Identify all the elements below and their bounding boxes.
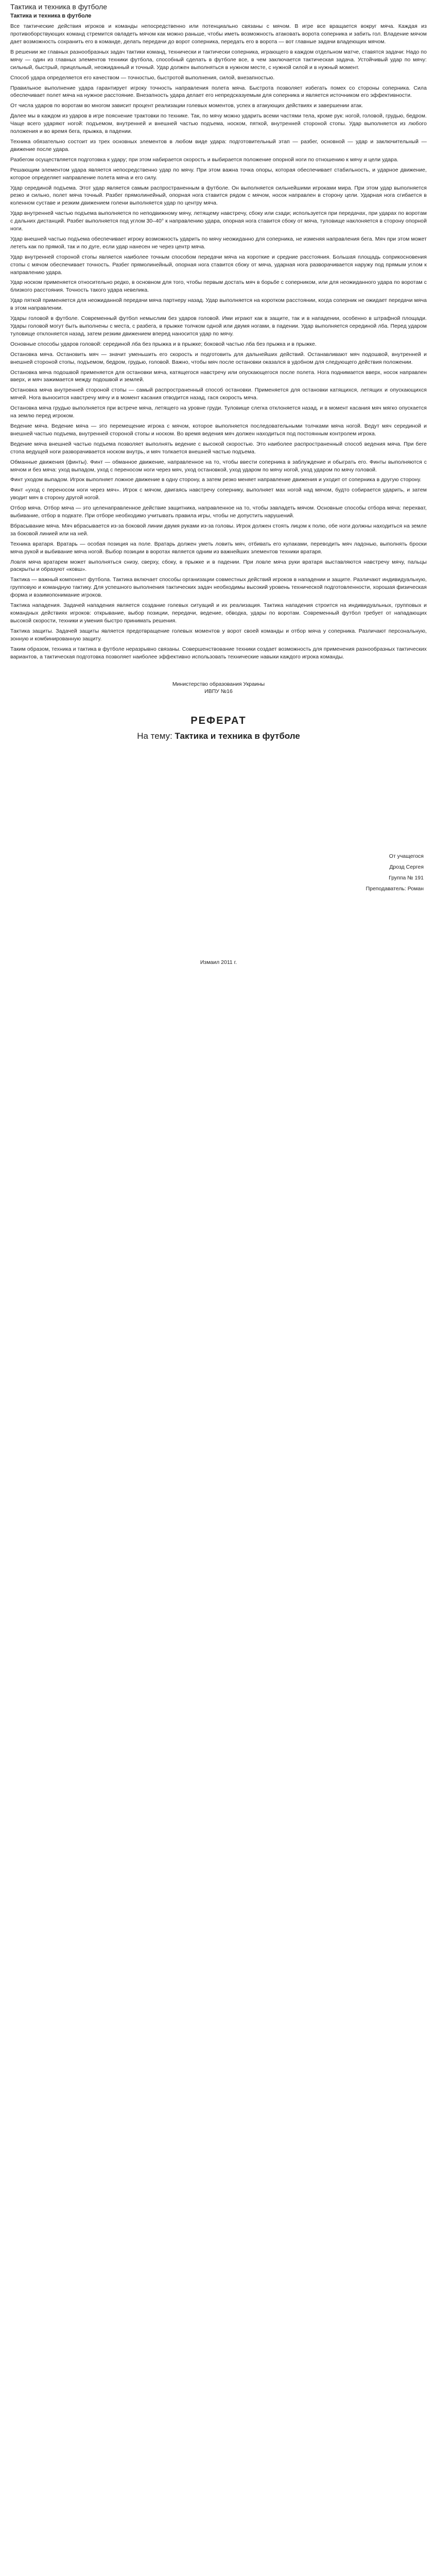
- paragraph: Удар носком применяется относительно редко, в основном для того, чтобы первым достать мяч в борьбе с соперником, или для неожиданного удара по воротам с близкого расстояния. Точность такого удара невелика.: [10, 279, 427, 294]
- paragraph: Основные способы ударов головой: серединой лба без прыжка и в прыжке; боковой частью лба без прыжка и в прыжке.: [10, 341, 317, 347]
- city-year: Измаил 2011 г.: [200, 959, 237, 966]
- document-page: [0, 0, 436, 1011]
- paragraph: Остановка мяча. Остановить мяч — значит уменьшить его скорость и подготовить для дальнейших действий. Останавливают мяч подошвой, внутренней и внешней стороной стопы, подъемом, бедром, грудью, головой. Важно, чтобы мяч после остановки оказался в удобном для следующего действия положении.: [10, 351, 427, 365]
- paragraph: Решающим элементом удара является непосредственно удар по мячу. При этом важна точка опоры, которая обеспечивает стабильность, и ударное движение, которое определяет направление полета мяча и его силу.: [10, 166, 427, 181]
- title-page: [10, 681, 427, 1011]
- referat-heading: РЕФЕРАТ: [190, 715, 247, 727]
- teacher-name: Преподаватель: Роман: [365, 886, 424, 892]
- paragraph: Техника вратаря. Вратарь — особая позиция на поле. Вратарь должен уметь ловить мяч, отбивать его кулаками, переводить мяч ладонью, выполнять броски мяча рукой и выбивание мяча ногой. Выбор позиции в воротах является одним из важнейших элементов техники вратаря.: [10, 540, 427, 555]
- group-number: Группа № 191: [389, 875, 424, 882]
- paragraph: Вбрасывание мяча. Мяч вбрасывается из-за боковой линии двумя руками из-за головы. Игрок должен стоять лицом к полю, обе ноги должны находиться на земле за боковой линией или на ней.: [10, 522, 427, 537]
- paragraph: Удар внутренней стороной стопы является наиболее точным способом передачи мяча на короткие и средние расстояния. Большая площадь соприкосновения стопы с мячом обеспечивает точность. Разбег прямолинейный, опорная нога ставится сбоку от мяча, ударная нога разворачивается наружу под прямым углом к направлению удара.: [10, 253, 427, 276]
- paragraph: Удар серединой подъема. Этот удар является самым распространенным в футболе. Он выполняется сильнейшими игроками мира. При этом удар выполняется резко и сильно, полет мяча точный. Разбег прямолинейный, опорная нога ставится рядом с мячом, носок направлен в сторону цели. Ударная нога сгибается в коленном суставе и резким движением голени выполняется удар по центру мяча.: [10, 184, 427, 207]
- paragraph: Правильное выполнение удара гарантирует игроку точность направления полета мяча. Быстрота позволяет избегать помех со стороны соперника. Сила обеспечивает полет мяча на нужное расстояние. Внезапность удара делает его непредсказуемым для соперника и является источником его эффективности.: [10, 84, 427, 99]
- article-body: [10, 23, 427, 660]
- paragraph: От числа ударов по воротам во многом зависит процент реализации голевых моментов, успех в атакующих действиях и завершении атак.: [10, 103, 363, 109]
- paragraph: Остановка мяча внутренней стороной стопы — самый распространенный способ остановки. Применяется для остановки катящихся, летящих и опускающихся мячей. Нога выносится навстречу мячу и в момент касания отводится назад, гася скорость мяча.: [10, 387, 427, 401]
- paragraph: Техника обязательно состоит из трех основных элементов в любом виде удара: подготовительный этап — разбег, основной — удар и заключительный — движение после удара.: [10, 138, 427, 152]
- topic-title: Тактика и техника в футболе: [175, 731, 300, 741]
- paragraph: Ловля мяча вратарем может выполняться снизу, сверху, сбоку, в прыжке и в падении. При ловле мяча руки вратаря выставляются навстречу мячу, пальцы раскрыты и образуют «ковш».: [10, 558, 427, 573]
- paragraph: Далее мы в каждом из ударов в игре пояснение трактовки по технике. Так, по мячу можно ударить всеми частями тела, кроме рук: ногой, головой, грудью, бедром. Чаще всего ударяют ногой: подъемом, внутренней и внешней частью подъема, носком, пяткой, внутренней стороной стопы. Удар выполняется из любого положения и во время бега, прыжка, в падении.: [10, 113, 427, 135]
- document-subtitle: Тактика и техника в футболе: [10, 12, 92, 19]
- paragraph: Тактика нападения. Задачей нападения является создание голевых ситуаций и их реализация. Тактика нападения строится на индивидуальных, групповых и командных действиях игроков: открывание, выбор позиции, передачи, ведение, обводка, удары по воротам. Современный футбол требует от нападающих высокой скорости, техники и умения быстро принимать решения.: [10, 602, 427, 624]
- referat-topic: [10, 731, 427, 741]
- paragraph: Удар внешней частью подъема обеспечивает игроку возможность ударить по мячу неожиданно для соперника, не изменяя направления бега. Мяч при этом может лететь как по прямой, так и по дуге, если удар нанесен не через центр мяча.: [10, 235, 427, 250]
- paragraph: Таким образом, техника и тактика в футболе неразрывно связаны. Совершенствование техники создает возможность для применения разнообразных тактических вариантов, а тактическая подготовка позволяет наиболее эффективно использовать технические навыки каждого игрока команды.: [10, 646, 427, 660]
- document-title: Тактика и техника в футболе: [10, 3, 107, 11]
- paragraph: Удар внутренней частью подъема выполняется по неподвижному мячу, летящему навстречу, сбоку или сзади; используется при передачах, при ударах по воротам с дальних дистанций. Разбег выполняется под углом 30–40° к направлению удара, опорная нога ставится сбоку от мяча, туловище наклоняется в сторону опорной ноги.: [10, 210, 427, 232]
- topic-prefix: На тему:: [137, 731, 172, 741]
- paragraph: В решении же главных разнообразных задач тактики команд, технически и тактически соперника, играющего в каждом отдельном матче, ставятся задачи: Надо по мячу — один из главных элементов техники футбола, способный сделать в футболе все, в чем заключается тактическая задача. Устойчивый удар по мячу: сильный, быстрый, прицельный, неожиданный и точный. Удар должен выполняться в нужном месте, с нужной силой и в нужный момент.: [10, 48, 427, 71]
- paragraph: Удары головой в футболе. Современный футбол немыслим без ударов головой. Ими играют как в защите, так и в нападении, особенно в штрафной площади. Удары головой могут быть выполнены с места, с разбега, в прыжке толчком одной или двумя ногами, в падении. Удар выполняется серединой лба. Перед ударом туловище отклоняется назад, затем резким движением вперед наносится удар по мячу.: [10, 315, 427, 337]
- paragraph: Отбор мяча. Отбор мяча — это целенаправленное действие защитника, направленное на то, чтобы завладеть мячом. Основные способы отбора мяча: перехват, выбивание, отбор в подкате. При отборе необходимо учитывать правила игры, чтобы не допустить нарушений.: [10, 505, 427, 519]
- paragraph: Тактика — важный компонент футбола. Тактика включает способы организации совместных действий игроков в нападении и защите. Различают индивидуальную, групповую и командную тактику. Для успешного выполнения тактических задач необходимы высокий уровень технической подготовленности, хорошая физическая форма и взаимопонимание игроков.: [10, 577, 427, 599]
- paragraph: Тактика защиты. Задачей защиты является предотвращение голевых моментов у ворот своей команды и отбор мяча у соперника. Различают персональную, зонную и комбинированную защиту.: [10, 628, 427, 642]
- paragraph: Остановка мяча подошвой применяется для остановки мяча, катящегося навстречу или опускающегося после полета. Нога поднимается вверх, носок направлен вверх, и мяч зажимается между подошвой и землей.: [10, 369, 427, 383]
- author-block: [366, 851, 424, 894]
- paragraph: Способ удара определяется его качеством — точностью, быстротой выполнения, силой, внезапностью.: [10, 74, 275, 81]
- ministry-name: Министерство образования Украины: [172, 681, 265, 688]
- paragraph: Финт уходом выпадом. Игрок выполняет ложное движение в одну сторону, а затем резко меняет направление движения и уходит от соперника в другую сторону.: [10, 477, 422, 483]
- school-name: ИВПУ №16: [204, 688, 233, 695]
- paragraph: Финт «уход с переносом ноги через мяч». Игрок с мячом, двигаясь навстречу сопернику, выполняет мах ногой над мячом, будто собирается ударить, и затем уводит мяч в сторону другой ногой.: [10, 487, 427, 501]
- paragraph: Удар пяткой применяется для неожиданной передачи мяча партнеру назад. Удар выполняется на коротком расстоянии, когда соперник не ожидает передачи мяча в этом направлении.: [10, 297, 427, 312]
- paragraph: Ведение мяча. Ведение мяча — это перемещение игрока с мячом, которое выполняется последовательными толчками мяча ногой. Ведут мяч серединой и внешней частью подъема, внутренней стороной стопы и носком. Во время ведения мяч должен находиться под постоянным контролем игрока.: [10, 422, 427, 437]
- paragraph: Все тактические действия игроков и команды непосредственно или потенциально связаны с мячом. В игре все вращается вокруг мяча. Каждая из противоборствующих команд стремится овладеть мячом как можно раньше, чтобы иметь возможность атаковать ворота соперника и забить гол. Владение мячом дает возможность сохранить его в команде, делать передачи до ворот соперника, передать его в ворота — вот главные задачи владеющих мячом.: [10, 23, 427, 45]
- student-label: От учащегося: [389, 853, 424, 860]
- paragraph: Разбегом осуществляется подготовка к удару; при этом набирается скорость и выбирается положение опорной ноги по отношению к мячу и цели удара.: [10, 156, 398, 163]
- paragraph: Ведение мяча внешней частью подъема позволяет выполнять ведение с высокой скоростью. Это наиболее распространенный способ ведения мяча. При беге стопа ведущей ноги разворачивается носком внутрь, и мяч толкается внешней частью подъема.: [10, 440, 427, 455]
- paragraph: Обманные движения (финты). Финт — обманное движение, направленное на то, чтобы ввести соперника в заблуждение и обыграть его. Финты выполняются с мячом и без мяча: уход выпадом, уход с переносом ноги через мяч, уход остановкой, уход ударом по мячу ногой, уход ударом по мячу головой.: [10, 459, 427, 473]
- paragraph: Остановка мяча грудью выполняется при встрече мяча, летящего на уровне груди. Туловище слегка отклоняется назад, и в момент касания мяч мягко опускается на землю перед игроком.: [10, 405, 427, 419]
- student-name: Дрозд Сергея: [389, 864, 424, 871]
